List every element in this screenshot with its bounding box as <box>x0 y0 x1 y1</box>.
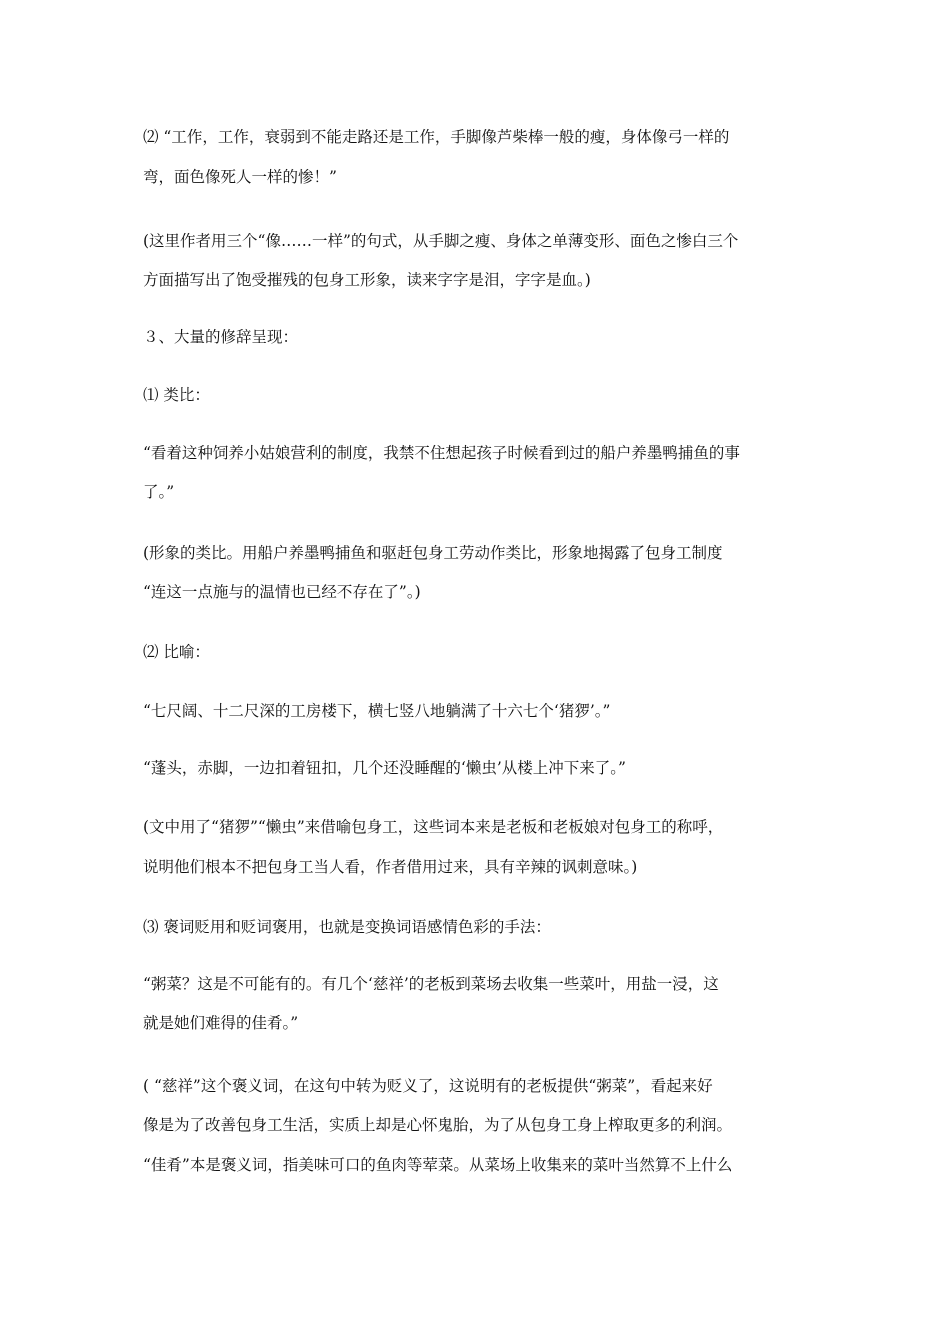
subheading-analogy: ⑴ 类比： <box>143 386 210 404</box>
text-line-14: (文中用了“猪猡”“懒虫”来借喻包身工，这些词本来是老板和老板娘对包身工的称呼， <box>143 818 724 836</box>
text-line-1: ⑵ “工作，工作，衰弱到不能走路还是工作，手脚像芦柴棒一般的瘦，身体像弓一样的 <box>143 128 730 146</box>
text-line-20: 像是为了改善包身工生活，实质上却是心怀鬼胎，为了从包身工身上榨取更多的利润。 <box>143 1116 733 1134</box>
text-line-10: “连这一点施与的温情也已经不存在了”。) <box>143 583 421 601</box>
text-line-15: 说明他们根本不把包身工当人看，作者借用过来，具有辛辣的讽刺意味。) <box>143 858 638 876</box>
section-heading-rhetoric: ３、大量的修辞呈现： <box>143 328 299 346</box>
text-line-7: “看着这种饲养小姑娘营利的制度，我禁不住想起孩子时候看到过的船户养墨鸭捕鱼的事 <box>143 444 740 462</box>
text-line-21: “佳肴”本是褒义词，指美味可口的鱼肉等荤菜。从菜场上收集来的菜叶当然算不上什么 <box>143 1156 733 1174</box>
text-line-3: (这里作者用三个“像……一样”的句式，从手脚之瘦、身体之单薄变形、面色之惨白三个 <box>143 232 739 250</box>
text-line-8: 了。” <box>143 483 175 501</box>
text-line-19: ( “慈祥”这个褒义词，在这句中转为贬义了，这说明有的老板提供“粥菜”，看起来好 <box>143 1077 713 1095</box>
text-line-2: 弯，面色像死人一样的惨！” <box>143 168 337 186</box>
text-line-13: “蓬头，赤脚，一边扣着钮扣，几个还没睡醒的‘懒虫’从楼上冲下来了。” <box>143 759 626 777</box>
subheading-metaphor: ⑵ 比喻： <box>143 643 210 661</box>
text-line-17: “粥菜？这是不可能有的。有几个‘慈祥’的老板到菜场去收集一些菜叶，用盐一浸，这 <box>143 975 719 993</box>
subheading-word-sentiment: ⑶ 褒词贬用和贬词褒用，也就是变换词语感情色彩的手法： <box>143 918 551 936</box>
text-line-4: 方面描写出了饱受摧残的包身工形象，读来字字是泪，字字是血。) <box>143 271 591 289</box>
text-line-12: “七尺阔、十二尺深的工房楼下，横七竖八地躺满了十六七个‘猪猡’。” <box>143 702 611 720</box>
text-line-9: (形象的类比。用船户养墨鸭捕鱼和驱赶包身工劳动作类比，形象地揭露了包身工制度 <box>143 544 723 562</box>
text-line-18: 就是她们难得的佳肴。” <box>143 1014 299 1032</box>
